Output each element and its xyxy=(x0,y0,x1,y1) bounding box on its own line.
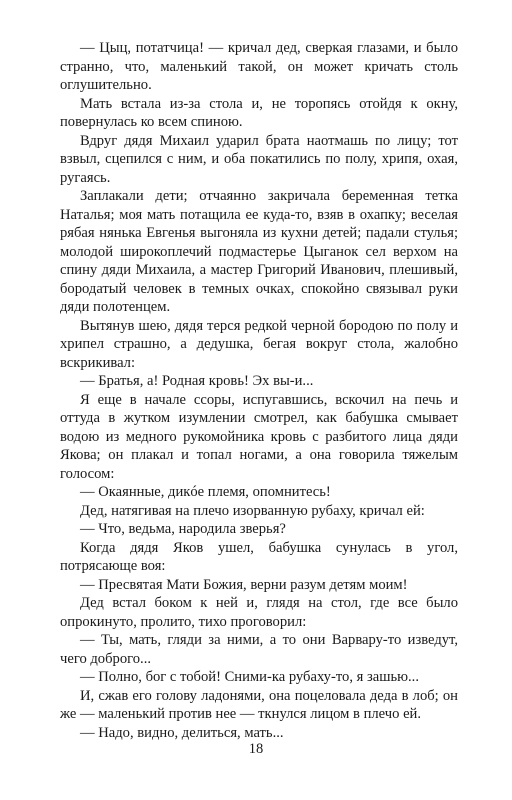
page-number: 18 xyxy=(248,741,264,757)
paragraph: — Что, ведьма, народила зверья? xyxy=(80,521,286,537)
paragraph: Вытянув шею, дядя терся редкой черной бородою по полу и хрипел страшно, а дедушка, бегая вокруг стола, жалобно вскрикивал: xyxy=(60,317,458,371)
paragraph: И, сжав его голову ладонями, она поцеловала деда в лоб; он же — маленький против нее — ткнулся лицом в плечо ей. xyxy=(60,687,458,722)
paragraph: — Окаянные, дикóе племя, опомнитесь! xyxy=(80,484,331,500)
paragraph: — Ты, мать, гляди за ними, а то они Варвару-то изведут, чего доброго... xyxy=(60,632,458,667)
page-body-text xyxy=(60,39,458,742)
paragraph: — Цыц, потатчица! — кричал дед, сверкая глазами, и было странно, что, маленький такой, он может кричать столь оглушительно. xyxy=(60,40,458,93)
paragraph: Дед встал боком к ней и, глядя на стол, где все было опрокинуто, пролито, тихо проговорил: xyxy=(60,595,458,630)
paragraph: Когда дядя Яков ушел, бабушка сунулась в угол, потрясающе воя: xyxy=(60,539,458,574)
paragraph: — Надо, видно, делиться, мать... xyxy=(80,724,284,741)
paragraph: Я еще в начале ссоры, испугавшись, вскочил на печь и оттуда в жутком изумлении смотрел, как бабушка смывает водою из медного рукомойника кровь с разбитого лица дяди Якова; он плакал и топал ногами, а она говорила тяжелым голосом: xyxy=(60,391,458,482)
paragraph: — Полно, бог с тобой! Сними-ка рубаху-то, я зашью... xyxy=(80,669,419,685)
paragraph: Заплакали дети; отчаянно закричала беременная тетка Наталья; моя мать потащила ее куда-то, взяв в охапку; веселая рябая нянька Евгенья выгоняла из кухни детей; падали стулья; молодой широкоплечий подмастерье Цыганок сел верхом на спину дяди Михаила, а мастер Григорий Иванович, плешивый, бородатый человек в темных очках, спокойно связывал руки дяди полотенцем. xyxy=(60,188,458,315)
paragraph: — Братья, а! Родная кровь! Эх вы-и... xyxy=(80,373,314,389)
paragraph: — Пресвятая Мати Божия, верни разум детям моим! xyxy=(80,576,408,593)
paragraph: Вдруг дядя Михаил ударил брата наотмашь по лицу; тот взвыл, сцепился с ним, и оба покатились по полу, хрипя, охая, ругаясь. xyxy=(60,132,458,186)
paragraph: Дед, натягивая на плечо изорванную рубаху, кричал ей: xyxy=(80,502,425,519)
paragraph: Мать встала из-за стола и, не торопясь отойдя к окну, повернулась ко всем спиною. xyxy=(60,95,458,130)
